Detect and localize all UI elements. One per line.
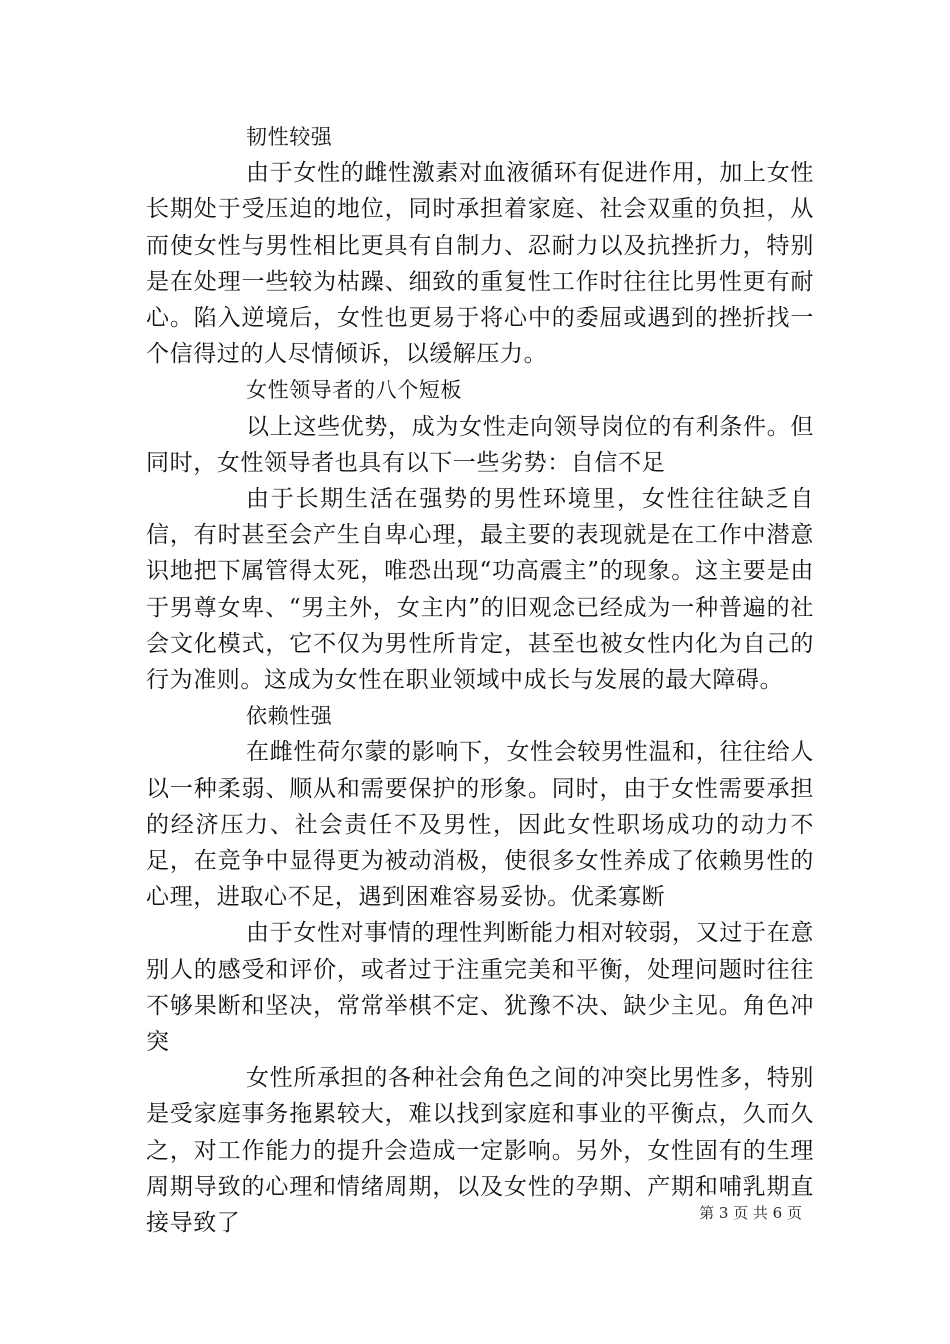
paragraph-dependence: 在雌性荷尔蒙的影响下，女性会较男性温和，往往给人以一种柔弱、顺从和需要保护的形象。同时，由于女性需要承担的经济压力、社会责任不及男性，因此女性职场成功的动力不足，在竞争中显得更为被动消极，使很多女性养成了依赖男性的心理，进取心不足，遇到困难容易妥协。优柔寡断 <box>146 739 814 911</box>
section-heading-resilience: 韧性较强 <box>246 125 333 149</box>
document-body <box>146 119 814 1241</box>
paragraph-resilience: 由于女性的雌性激素对血液循环有促进作用，加上女性长期处于受压迫的地位，同时承担着家庭、社会双重的负担，从而使女性与男性相比更具有自制力、忍耐力以及抗挫折力，特别是在处理一些较为枯躁、细致的重复性工作时往往比男性更有耐心。陷入逆境后，女性也更易于将心中的委屈或遇到的挫折找一个信得过的人尽情倾诉，以缓解压力。 <box>146 160 814 368</box>
paragraph-lack-of-confidence: 由于长期生活在强势的男性环境里，女性往往缺乏自信，有时甚至会产生自卑心理，最主要的表现就是在工作中潜意识地把下属管得太死，唯恐出现“功高震主”的现象。这主要是由于男尊女卑、“男主外，女主内”的旧观念已经成为一种普遍的社会文化模式，它不仅为男性所肯定，甚至也被女性内化为自己的行为准则。这成为女性在职业领域中成长与发展的最大障碍。 <box>146 486 814 694</box>
paragraph-role-conflict: 女性所承担的各种社会角色之间的冲突比男性多，特别是受家庭事务拖累较大，难以找到家庭和事业的平衡点，久而久之，对工作能力的提升会造成一定影响。另外，女性固有的生理周期导致的心理和情绪周期，以及女性的孕期、产期和哺乳期直接导致了 <box>146 1065 814 1237</box>
section-heading-eight-weaknesses: 女性领导者的八个短板 <box>246 378 462 403</box>
paragraph-indecisiveness: 由于女性对事情的理性判断能力相对较弱，又过于在意别人的感受和评价，或者过于注重完美和平衡，处理问题时往往不够果断和坚决，常常举棋不定、犹豫不决、缺少主见。角色冲突 <box>146 920 814 1056</box>
section-heading-dependence: 依赖性强 <box>246 704 333 729</box>
page-number-footer: 第 3 页 共 6 页 <box>699 1204 802 1222</box>
paragraph-weaknesses-intro: 以上这些优势，成为女性走向领导岗位的有利条件。但同时，女性领导者也具有以下一些劣势：自信不足 <box>146 413 814 476</box>
